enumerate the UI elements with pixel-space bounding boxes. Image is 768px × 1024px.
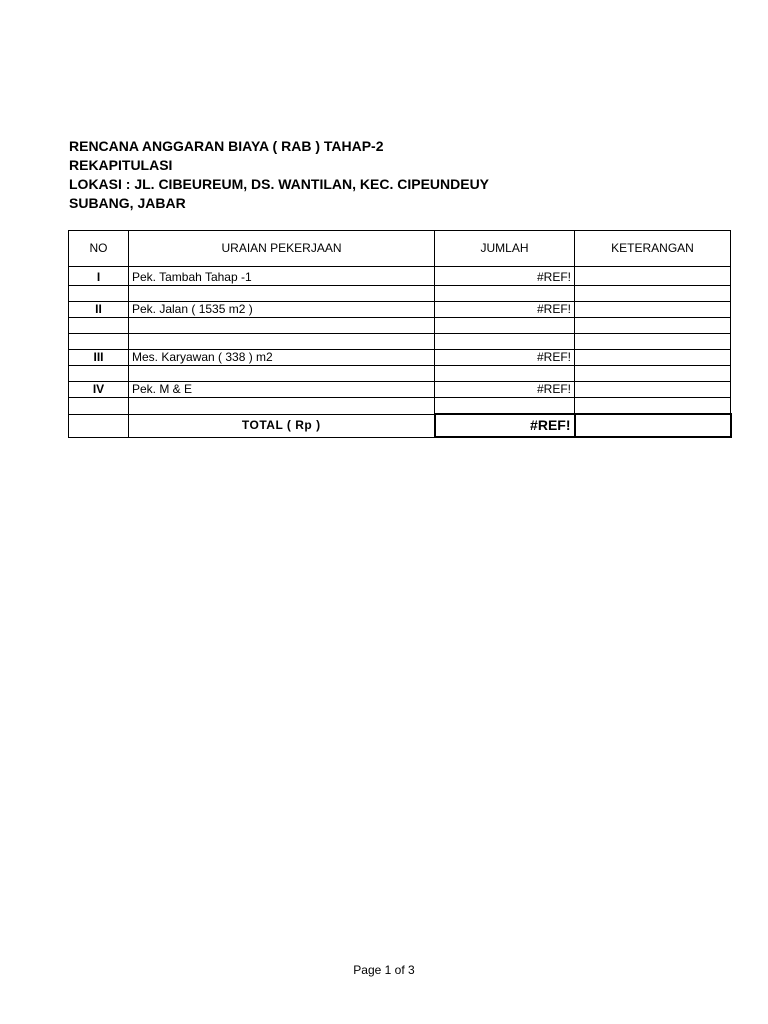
document-title: RENCANA ANGGARAN BIAYA ( RAB ) TAHAP-2: [69, 138, 384, 154]
table-header-row: [69, 231, 731, 267]
blank-row: [69, 318, 731, 334]
row-jumlah: #REF!: [435, 302, 575, 318]
table-row: [69, 302, 731, 318]
table-row: [69, 382, 731, 398]
blank-row: [69, 286, 731, 302]
document-header: [69, 137, 489, 213]
row-jumlah: #REF!: [435, 267, 575, 286]
row-uraian: Pek. M & E: [129, 382, 435, 398]
location-line: LOKASI : JL. CIBEUREUM, DS. WANTILAN, KEC. CIPEUNDEUY: [69, 176, 490, 192]
total-row: [69, 414, 731, 437]
column-header-uraian: URAIAN PEKERJAAN: [129, 231, 435, 267]
row-keterangan: [575, 302, 731, 318]
row-uraian: Mes. Karyawan ( 338 ) m2: [129, 350, 435, 366]
table-row: [69, 350, 731, 366]
blank-row: [69, 398, 731, 415]
recap-table: [68, 230, 732, 438]
column-header-keterangan: KETERANGAN: [575, 231, 731, 267]
total-value: #REF!: [435, 414, 575, 437]
row-jumlah: #REF!: [435, 382, 575, 398]
row-no: IV: [69, 382, 129, 398]
row-no: I: [69, 267, 129, 286]
row-keterangan: [575, 382, 731, 398]
blank-row: [69, 334, 731, 350]
row-keterangan: [575, 350, 731, 366]
column-header-no: NO: [69, 231, 129, 267]
column-header-jumlah: JUMLAH: [435, 231, 575, 267]
row-no: III: [69, 350, 129, 366]
document-subtitle: REKAPITULASI: [69, 157, 173, 173]
blank-row: [69, 366, 731, 382]
row-uraian: Pek. Jalan ( 1535 m2 ): [129, 302, 435, 318]
table-row: [69, 267, 731, 286]
row-no: II: [69, 302, 129, 318]
total-label: TOTAL ( Rp ): [129, 414, 435, 437]
row-uraian: Pek. Tambah Tahap -1: [129, 267, 435, 286]
row-jumlah: #REF!: [435, 350, 575, 366]
row-keterangan: [575, 267, 731, 286]
page-number: Page 1 of 3: [353, 963, 415, 977]
region-line: SUBANG, JABAR: [69, 195, 186, 211]
